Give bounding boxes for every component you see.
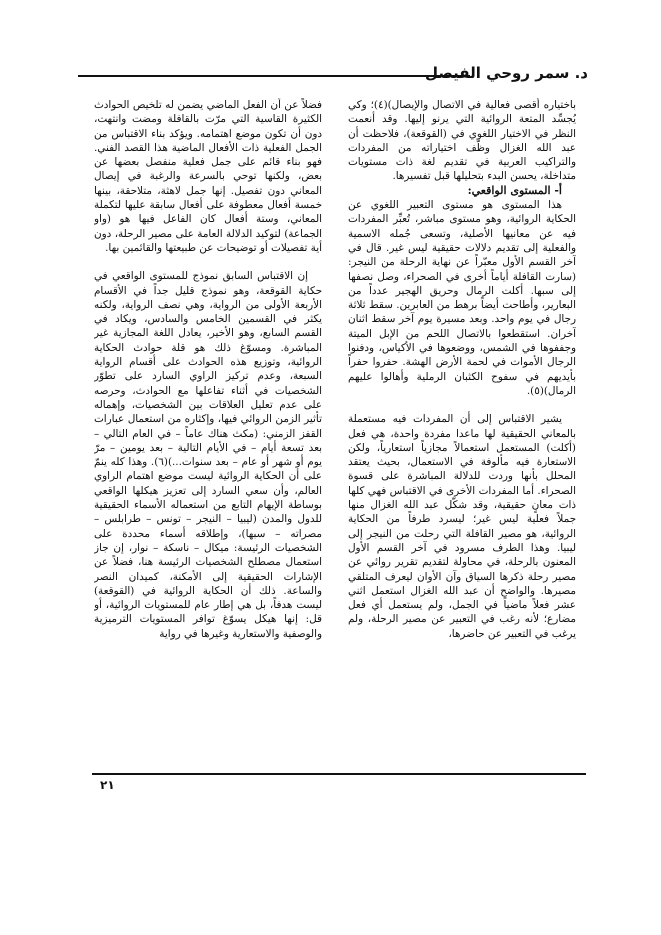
header-rule [78,75,470,77]
footer-rule [92,773,586,775]
left-column-paragraph-1: فضلاً عن أن الفعل الماضي يضمن له تلخيص الحوادث الكثيرة القاسية التي مرّت بالقافلة ومضت وانتهت، دون أن تكون موضع اهتمامه. ويؤكد بناء الاقتباس من الجمل الفعلية ذات الأفعال الماضية هذا القصد الفني. فهو بناء قائم على جمل فعلية منفصل بعضها عن بعض، ولكنها توحي بالسرعة والرغبة في إيصال المعاني دون تفصيل. إنها جمل لاهثة، متلاحقة، بينها خمسة أفعال معطوفة على أفعال سابقة عليها لتكملة المعاني، وستة أفعال كان الفاعل فيها هو (واو الجماعة) لتوكيد الدلالة العامة على مصير الرحلة، دون أية تفصيلات أو توضيحات عن طبيعتها والقائمين بها. [94,99,322,254]
right-column-paragraph-2: يشير الاقتباس إلى أن المفردات فيه مستعملة بالمعاني الحقيقية لها ماعدا مفردة واحدة، هي فعل (أكلت) المستعمل استعمالاً مجازياً استعارياً، ولكن الاستعارة فيه مألوفة في الاستعمال، بحيث يعتقد المحلل بأنها وردت للدلالة المباشرة على قسوة الصحراء. أما المفردات الأخرى في الاقتباس فهي كلها ذات معانٍ حقيقية، وقد شكّل عبد الله الغزال منها جملاً فعلية ليس غير؛ ليسرد طرفاً من الحكاية الروائية، هو مصير القافلة التي رحلت من النيجر إلى ليبيا. وهذا الطرف مسرود في آخر القسم الأول المعنون بالرحلة، في محاولة لتقديم تقرير روائي عن مصير رحلة ذكرها السياق وآن الأوان ليعرف المتلقي مصيرها. والواضح أن عبد الله الغزال استعمل اثني عشر فعلاً ماضياً في الجمل، ولم يستعمل أي فعل مضارع؛ لأنه رغب في التعبير عن مصير الرحلة، ولم يرغب في التعبير عن حاضرها، [348,413,576,640]
author-name: د. سمر روحي الفيصل [424,64,588,82]
section-title: أ- المستوى الواقعي: [467,183,562,197]
right-column-intro: باختياره أقصى فعالية في الاتصال والإيصال)(٤)؛ وكي يُجسِّد المتعة الروائية التي يرنو إليها. وقد أنعمت النظر في الاختيار اللغوي في (القوقعة)، فلاحظت أن عبد الله الغزال وظّف اختياراته من المفردات والتراكيب العربية في تقديم لغة ذات مستويات متداخلة، يحسن البدء بتحليلها قبل تفسيرها. [348,99,576,183]
left-column-paragraph-2: إن الاقتباس السابق نموذج للمستوى الواقعي في حكاية القوقعة، وهو نموذج قليل جداً في الأقسام الأربعة الأولى من الرواية، وهي نصف الرواية، ولكنه يكثر في القسمين الخامس والسادس، ويكاد في القسم السابع، وهو الأخير، يعادل اللغة المجازية غير المباشرة. ومسوّغ ذلك هو قلة حوادث الحكاية الروائية، وتوزيع هذه الحوادث على أقسام الرواية السبعة، وعدم تركيز الراوي السارد على تطوّر الشخصيات في أثناء تفاعلها مع الحوادث، وحرصه على عدم تعليل العلاقات بين الشخصيات، وإهماله تأثير الزمن الروائي فيها، وإكثاره من استعمال عبارات القفز الزمني: (مكث هناك عاماً – في العام التالي – بعد تسعة أيام – في الأيام التالية – بعد يومين – مرّ يوم أو شهر أو عام – بعد سنوات...)(٦). وهذا كله ينمّ على أن الحكاية الروائية ليست موضع اهتمام الراوي العالم، وأن سعي السارد إلى تعزيز هيكلها الواقعي بوساطة الإيهام التابع من استعماله الأسماء الحقيقية للدول والمدن (ليبيا – النيجر – تونس – طرابلس – مصراته – سبها)، وإطلاقه أسماء محددة على الشخصيات الرئيسة: ميكال – ناسكة – نوار، إن جاز استعمال مصطلح الشخصيات الرئيسة هنا، فضلاً عن الإشارات الحقيقية إلى الأمكنة، كميدان النصر والساعة. ذلك أن الحكاية الروائية في (القوقعة) ليست هدفاً، بل هي إطار عام للمستويات الروائية، أو قل: إنها هيكل يسوّغ توافر المستويات الترميزية والوصفية والاستعارية وغيرها في رواية [94,270,322,640]
left-column [94,98,322,772]
page-header [78,62,588,88]
text-columns [94,98,576,772]
right-column-paragraph-1: هذا المستوى هو مستوى التعبير اللغوي عن الحكاية الروائية، وهو مستوى مباشر، تُعبِّر المفردات فيه عن معانيها الأصلية، وتسعى جُمله الاسمية والفعلية إلى تقديم دلالات حقيقية ليس غير. قال في آخر القسم الأول معبّراً عن نهاية الرحلة من النيجر: (سارت القافلة أياماً أخرى في الصحراء، وصل نصفها إلى سبها. أكلت الرمال وحريق الهجير عدداً من البعارير، وأطاحت أيضاً برهط من العابرين. سقط ثلاثة رجال في يوم واحد. وبعد مسيرة يوم آخر سقط اثنان آخران. استقطعوا بالاتصال اللحم من الإبل الميتة وجففوها في الشمس، ووضعوها في الأكياس، ودفنوا الرجال الأموات في لحمة الأرض الهشة. حفروا حفراً بأيديهم في سفوح الكثبان الرملية وأهالوا عليهم الرمال)(٥). [348,199,576,397]
right-column [348,98,576,772]
page-number: ٢١ [100,778,115,792]
